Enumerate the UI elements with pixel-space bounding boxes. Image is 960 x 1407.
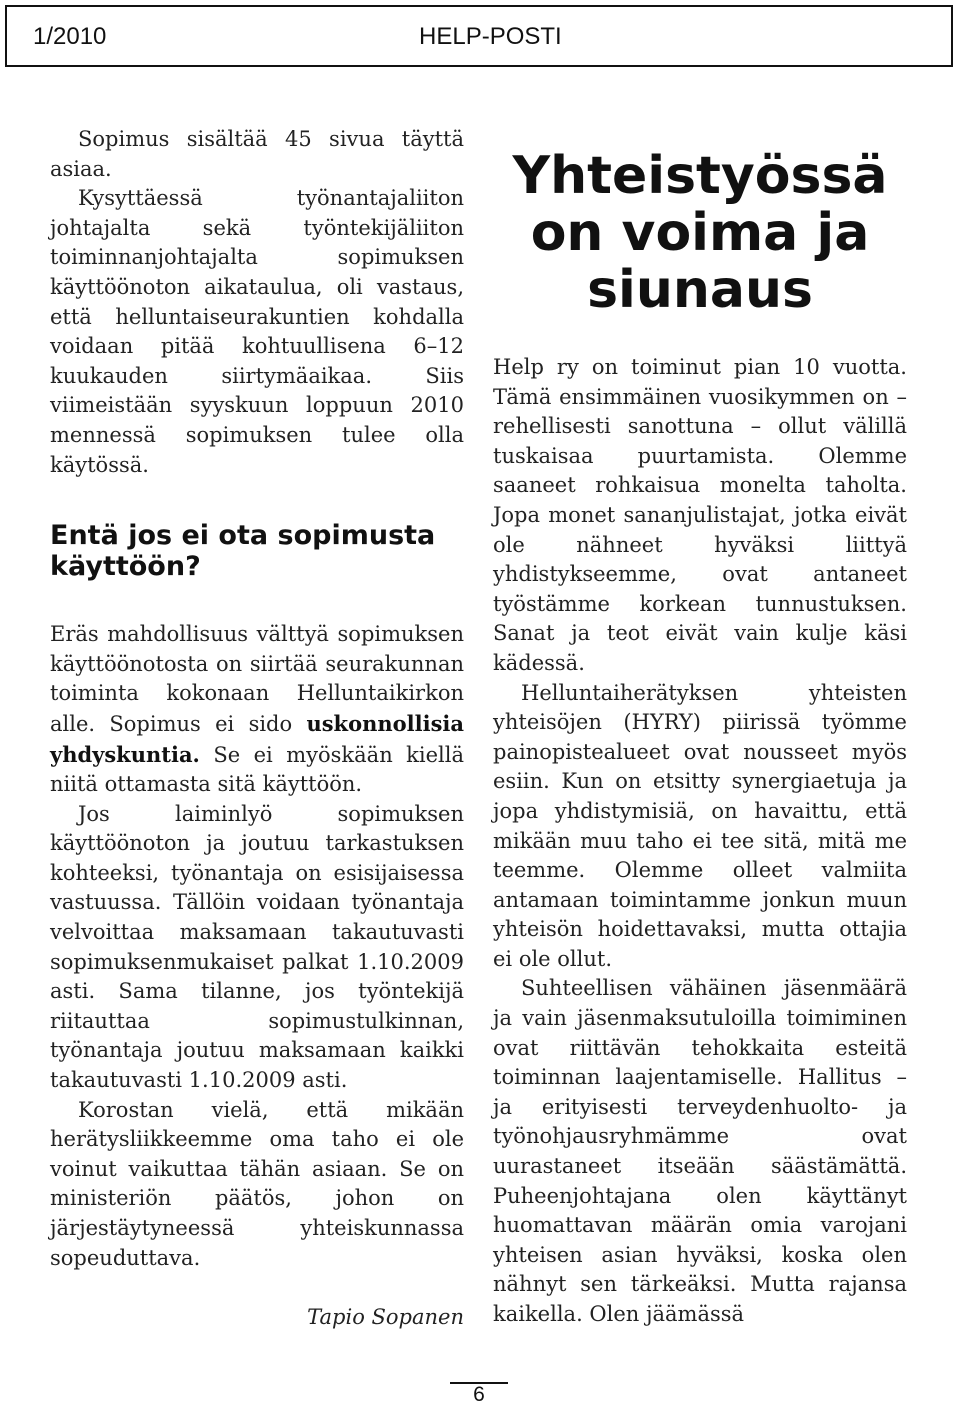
subheading: Entä jos ei ota sopimusta käyttöön? xyxy=(50,520,436,583)
publication-name: HELP-POSTI xyxy=(419,23,562,50)
page-header xyxy=(5,5,953,67)
left-paragraph-4: Jos laiminlyö sopimuksen käyttöönoton ja joutuu tarkastuksen kohteeksi, työnantaja on esisijaisessa vastuussa. Tällöin voidaan työnantaja velvoittaa maksamaan takautuvasti sopimuksenmukaiset palkat 1.10.2009 asti. Sama tilanne, jos työntekijä riitauttaa sopimustulkinnan, työnantaja joutuu maksamaan kaikki takautuvasti 1.10.2009 asti. xyxy=(50,801,464,1093)
right-paragraph-2: Helluntaiherätyksen yhteisten yhteisöjen (HYRY) piirissä työmme painopistealueet ovat nousseet myös esiin. Kun on etsitty synergiaetuja ja jopa yhdistymisiä, on havaittu, että mikään muu taho ei tee sitä, mitä me teemme. Olemme olleet valmiita antamaan toimintamme jonkun muun yhteisön hoidettavaksi, mutta ottajia ei ole ollut. xyxy=(493,680,907,971)
left-paragraph-5: Korostan vielä, että mikään herätysliikkeemme oma taho ei ole voinut vaikuttaa tähän asiaan. Se on ministeriön päätös, johon on järjestäytyneessä yhteiskunnassa sopeuduttava. xyxy=(50,1097,464,1270)
article-title: Yhteistyössä on voima ja siunaus xyxy=(512,146,888,320)
left-paragraph-3-start: Eräs mahdollisuus välttyä sopimuksen käyttöönotosta on siirtää seurakunnan toiminta kokonaan Helluntaikirkon alle. Sopimus ei sido xyxy=(50,622,464,736)
left-column xyxy=(50,125,464,1329)
left-paragraph-3-bold: uskonnollisia yhdyskuntia. xyxy=(50,710,464,767)
left-paragraph-3 xyxy=(50,620,464,800)
left-paragraph-3-end: Se ei myöskään kiellä niitä ottamasta sitä käyttöön. xyxy=(50,742,464,797)
right-paragraph-3: Suhteellisen vähäinen jäsenmäärä ja vain jäsenmaksutuloilla toimiminen ovat riittävän tehokkaita esteitä toiminnan laajentamiselle. Hallitus – ja erityisesti terveydenhuolto- ja työnohjausryhmämme ovat uurastaneet itseään säästämättä. Puheenjohtajana olen käyttänyt huomattavan määrän omia varojani yhteisen asian hyväksi, koska olen nähnyt sen tärkeäksi. Mutta rajansa kaikella. Olen jäämässä xyxy=(493,976,907,1326)
left-paragraph-2: Kysyttäessä työnantajaliiton johtajalta sekä työntekijäliiton toiminnanjohtajalta sopimuksen käyttöönoton aikataulua, oli vastaus, että helluntaiseurakuntien kohdalla voidaan pitää kohtuullisena 6–12 kuukauden siirtymäaikaa. Siis viimeistään syyskuun loppuun 2010 mennessä sopimuksen tulee olla käytössä. xyxy=(50,186,464,477)
author-signature: Tapio Sopanen xyxy=(307,1305,464,1330)
page-number: 6 xyxy=(473,1383,485,1406)
left-paragraph-1: Sopimus sisältää 45 sivua täyttä asiaa. xyxy=(50,127,464,181)
issue-number: 1/2010 xyxy=(33,23,107,50)
right-paragraph-1: Help ry on toiminut pian 10 vuotta. Tämä ensimmäinen vuosikymmen on – rehellisesti sanottuna – ollut välillä tuskaisaa puurtamista. Olemme saaneet rohkaisua monelta taholta. Jopa monet sananjulistajat, jotka eivät ole nähneet hyväksi liittyä yhdistykseemme, ovat antaneet työstämme korkean tunnustuksen. Sanat ja teot eivät vain kulje käsi kädessä. xyxy=(493,355,907,675)
right-column xyxy=(493,148,907,1330)
